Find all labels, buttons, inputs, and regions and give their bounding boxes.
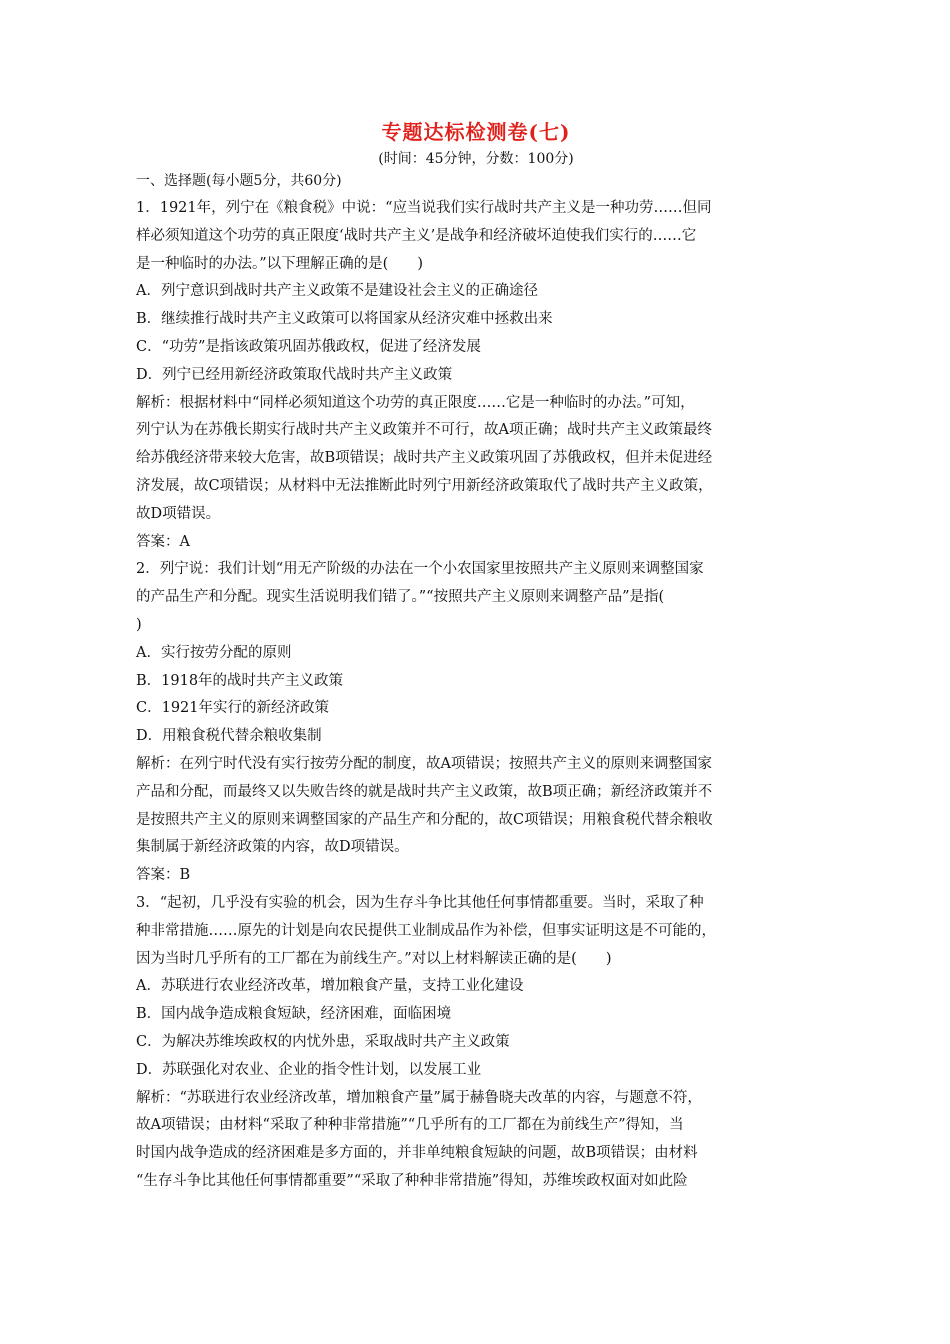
analysis-line: 产品和分配，而最终又以失败告终的就是战时共产主义政策，故B项正确；新经济政策并不 [136, 783, 713, 800]
option-d: D．苏联强化对农业、企业的指令性计划，以发展工业 [136, 1061, 482, 1078]
exam-info: (时间：45分钟，分数：100分) [378, 151, 574, 167]
question-stem-line: 2．列宁说：我们计划“用无产阶级的办法在一个小农国家里按照共产主义原则来调整国家 [136, 561, 704, 578]
question-stem-line: 种非常措施……原先的计划是向农民提供工业制成品作为补偿，但事实证明这是不可能的， [136, 922, 716, 939]
option-b: B．继续推行战时共产主义政策可以将国家从经济灾难中拯救出来 [136, 311, 553, 328]
page-title: 专题达标检测卷(七) [381, 120, 571, 144]
question-stem-line: 的产品生产和分配。现实生活说明我们错了。”“按照共产主义原则来调整产品”是指( [136, 589, 665, 606]
option-b: B．1918年的战时共产主义政策 [136, 672, 344, 689]
question-stem-line: 3．“起初，几乎没有实验的机会，因为生存斗争比其他任何事情都重要。当时，采取了种 [136, 894, 704, 911]
analysis-line: 是按照共产主义的原则来调整国家的产品生产和分配的，故C项错误；用粮食税代替余粮收 [136, 811, 713, 828]
option-b: B．国内战争造成粮食短缺，经济困难，面临困境 [136, 1006, 452, 1023]
analysis-line: 时国内战争造成的经济困难是多方面的，并非单纯粮食短缺的问题，故B项错误；由材料 [136, 1145, 698, 1162]
document-page [136, 118, 816, 1196]
question-stem-line: 样必须知道这个功劳的真正限度‘战时共产主义’是战争和经济破坏迫使我们实行的……它 [136, 227, 697, 244]
analysis-line: 故A项错误；由材料“采取了种种非常措施”“几乎所有的工厂都在为前线生产”得知，当 [136, 1117, 684, 1134]
analysis-line: 解析：在列宁时代没有实行按劳分配的制度，故A项错误；按照共产主义的原则来调整国家 [136, 755, 712, 772]
analysis-line: 给苏俄经济带来较大危害，故B项错误；战时共产主义政策巩固了苏俄政权，但并未促进经 [136, 450, 713, 467]
analysis-line: 故D项错误。 [136, 505, 221, 522]
analysis-line: 解析：根据材料中“同样必须知道这个功劳的真正限度……它是一种临时的办法。”可知， [136, 394, 695, 411]
question-2 [136, 556, 816, 890]
option-c: C．“功劳”是指该政策巩固苏俄政权，促进了经济发展 [136, 338, 481, 355]
question-stem-line: 因为当时几乎所有的工厂都在为前线生产。”对以上材料解读正确的是( ) [136, 950, 612, 967]
option-a: A．苏联进行农业经济改革，增加粮食产量，支持工业化建设 [136, 978, 524, 995]
question-stem-line: ) [136, 616, 142, 633]
question-stem-line: 是一种临时的办法。”以下理解正确的是( ) [136, 255, 423, 272]
analysis-line: 列宁认为在苏俄长期实行战时共产主义政策并不可行，故A项正确；战时共产主义政策最终 [136, 422, 712, 439]
analysis-line: 济发展，故C项错误；从材料中无法推断此时列宁用新经济政策取代了战时共产主义政策， [136, 477, 713, 494]
answer: 答案：B [136, 867, 191, 884]
analysis-line: 解析：“苏联进行农业经济改革，增加粮食产量”属于赫鲁晓夫改革的内容，与题意不符， [136, 1089, 702, 1106]
option-a: A．列宁意识到战时共产主义政策不是建设社会主义的正确途径 [136, 283, 538, 300]
question-1 [136, 195, 816, 556]
question-stem-line: 1．1921年，列宁在《粮食税》中说：“应当说我们实行战时共产主义是一种功劳……但同 [136, 200, 712, 216]
analysis-line: “生存斗争比其他任何事情都重要”“采取了种种非常措施”得知，苏维埃政权面对如此险 [136, 1172, 688, 1189]
answer: 答案：A [136, 533, 190, 550]
question-3 [136, 890, 816, 1196]
analysis-line: 集制属于新经济政策的内容，故D项错误。 [136, 839, 409, 856]
option-a: A．实行按劳分配的原则 [136, 644, 292, 661]
option-c: C．1921年实行的新经济政策 [136, 700, 329, 717]
option-c: C．为解决苏维埃政权的内忧外患，采取战时共产主义政策 [136, 1033, 510, 1050]
option-d: D．用粮食税代替余粮收集制 [136, 728, 322, 745]
option-d: D．列宁已经用新经济政策取代战时共产主义政策 [136, 366, 453, 383]
section-heading: 一、选择题(每小题5分，共60分) [136, 173, 342, 189]
